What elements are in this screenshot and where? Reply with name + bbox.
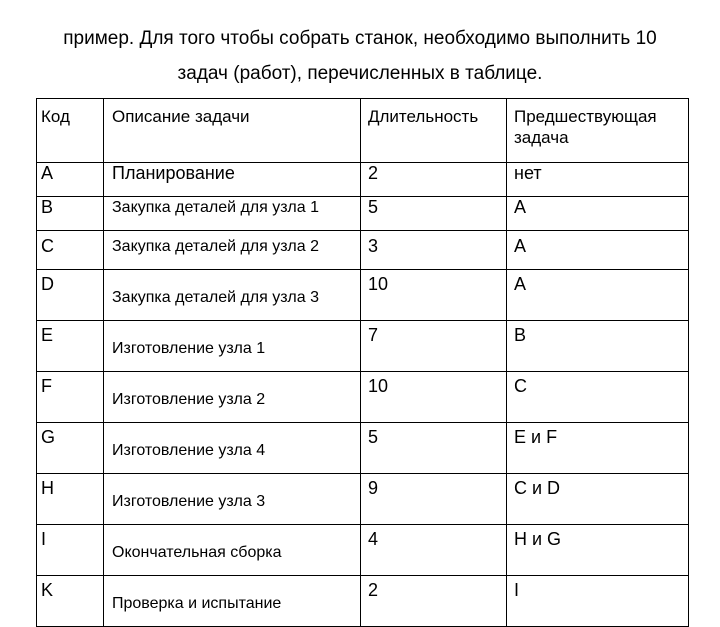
cell-duration: 7 [361, 321, 507, 372]
cell-description: Закупка деталей для узла 1 [104, 197, 361, 231]
cell-predecessor: I [507, 576, 689, 627]
cell-code: D [37, 270, 104, 321]
cell-duration: 2 [361, 163, 507, 197]
cell-duration: 9 [361, 474, 507, 525]
cell-duration: 10 [361, 372, 507, 423]
table-row [37, 270, 689, 321]
table-row [37, 423, 689, 474]
header-description: Описание задачи [104, 99, 361, 163]
cell-code: B [37, 197, 104, 231]
cell-description: Изготовление узла 3 [104, 474, 361, 525]
cell-description: Окончательная сборка [104, 525, 361, 576]
table-header-row [37, 99, 689, 163]
header-predecessor: Предшествующая задача [507, 99, 689, 163]
cell-duration: 2 [361, 576, 507, 627]
cell-duration: 10 [361, 270, 507, 321]
cell-predecessor: нет [507, 163, 689, 197]
cell-duration: 5 [361, 197, 507, 231]
table-row [37, 525, 689, 576]
intro-line-2: задач (работ), перечисленных в таблице. [177, 63, 543, 84]
cell-code: F [37, 372, 104, 423]
cell-code: H [37, 474, 104, 525]
cell-description: Изготовление узла 2 [104, 372, 361, 423]
cell-predecessor: C [507, 372, 689, 423]
table-row [37, 372, 689, 423]
cell-description: Закупка деталей для узла 2 [104, 231, 361, 270]
table-row [37, 163, 689, 197]
cell-code: A [37, 163, 104, 197]
cell-code: E [37, 321, 104, 372]
intro-line-1: пример. Для того чтобы собрать станок, необходимо выполнить 10 [63, 28, 657, 49]
cell-predecessor: A [507, 270, 689, 321]
cell-description: Планирование [104, 163, 361, 197]
table-row [37, 231, 689, 270]
cell-code: K [37, 576, 104, 627]
tasks-table [36, 98, 689, 627]
cell-duration: 4 [361, 525, 507, 576]
cell-predecessor: B [507, 321, 689, 372]
cell-predecessor: A [507, 231, 689, 270]
cell-description: Изготовление узла 4 [104, 423, 361, 474]
header-duration: Длительность [361, 99, 507, 163]
cell-predecessor: A [507, 197, 689, 231]
cell-duration: 3 [361, 231, 507, 270]
table-row [37, 321, 689, 372]
cell-code: G [37, 423, 104, 474]
cell-code: C [37, 231, 104, 270]
cell-description: Изготовление узла 1 [104, 321, 361, 372]
cell-duration: 5 [361, 423, 507, 474]
cell-predecessor: C и D [507, 474, 689, 525]
cell-description: Проверка и испытание [104, 576, 361, 627]
cell-predecessor: E и F [507, 423, 689, 474]
header-code: Код [37, 99, 104, 163]
cell-predecessor: H и G [507, 525, 689, 576]
table-row [37, 197, 689, 231]
table-row [37, 576, 689, 627]
cell-description: Закупка деталей для узла 3 [104, 270, 361, 321]
table-row [37, 474, 689, 525]
cell-code: I [37, 525, 104, 576]
